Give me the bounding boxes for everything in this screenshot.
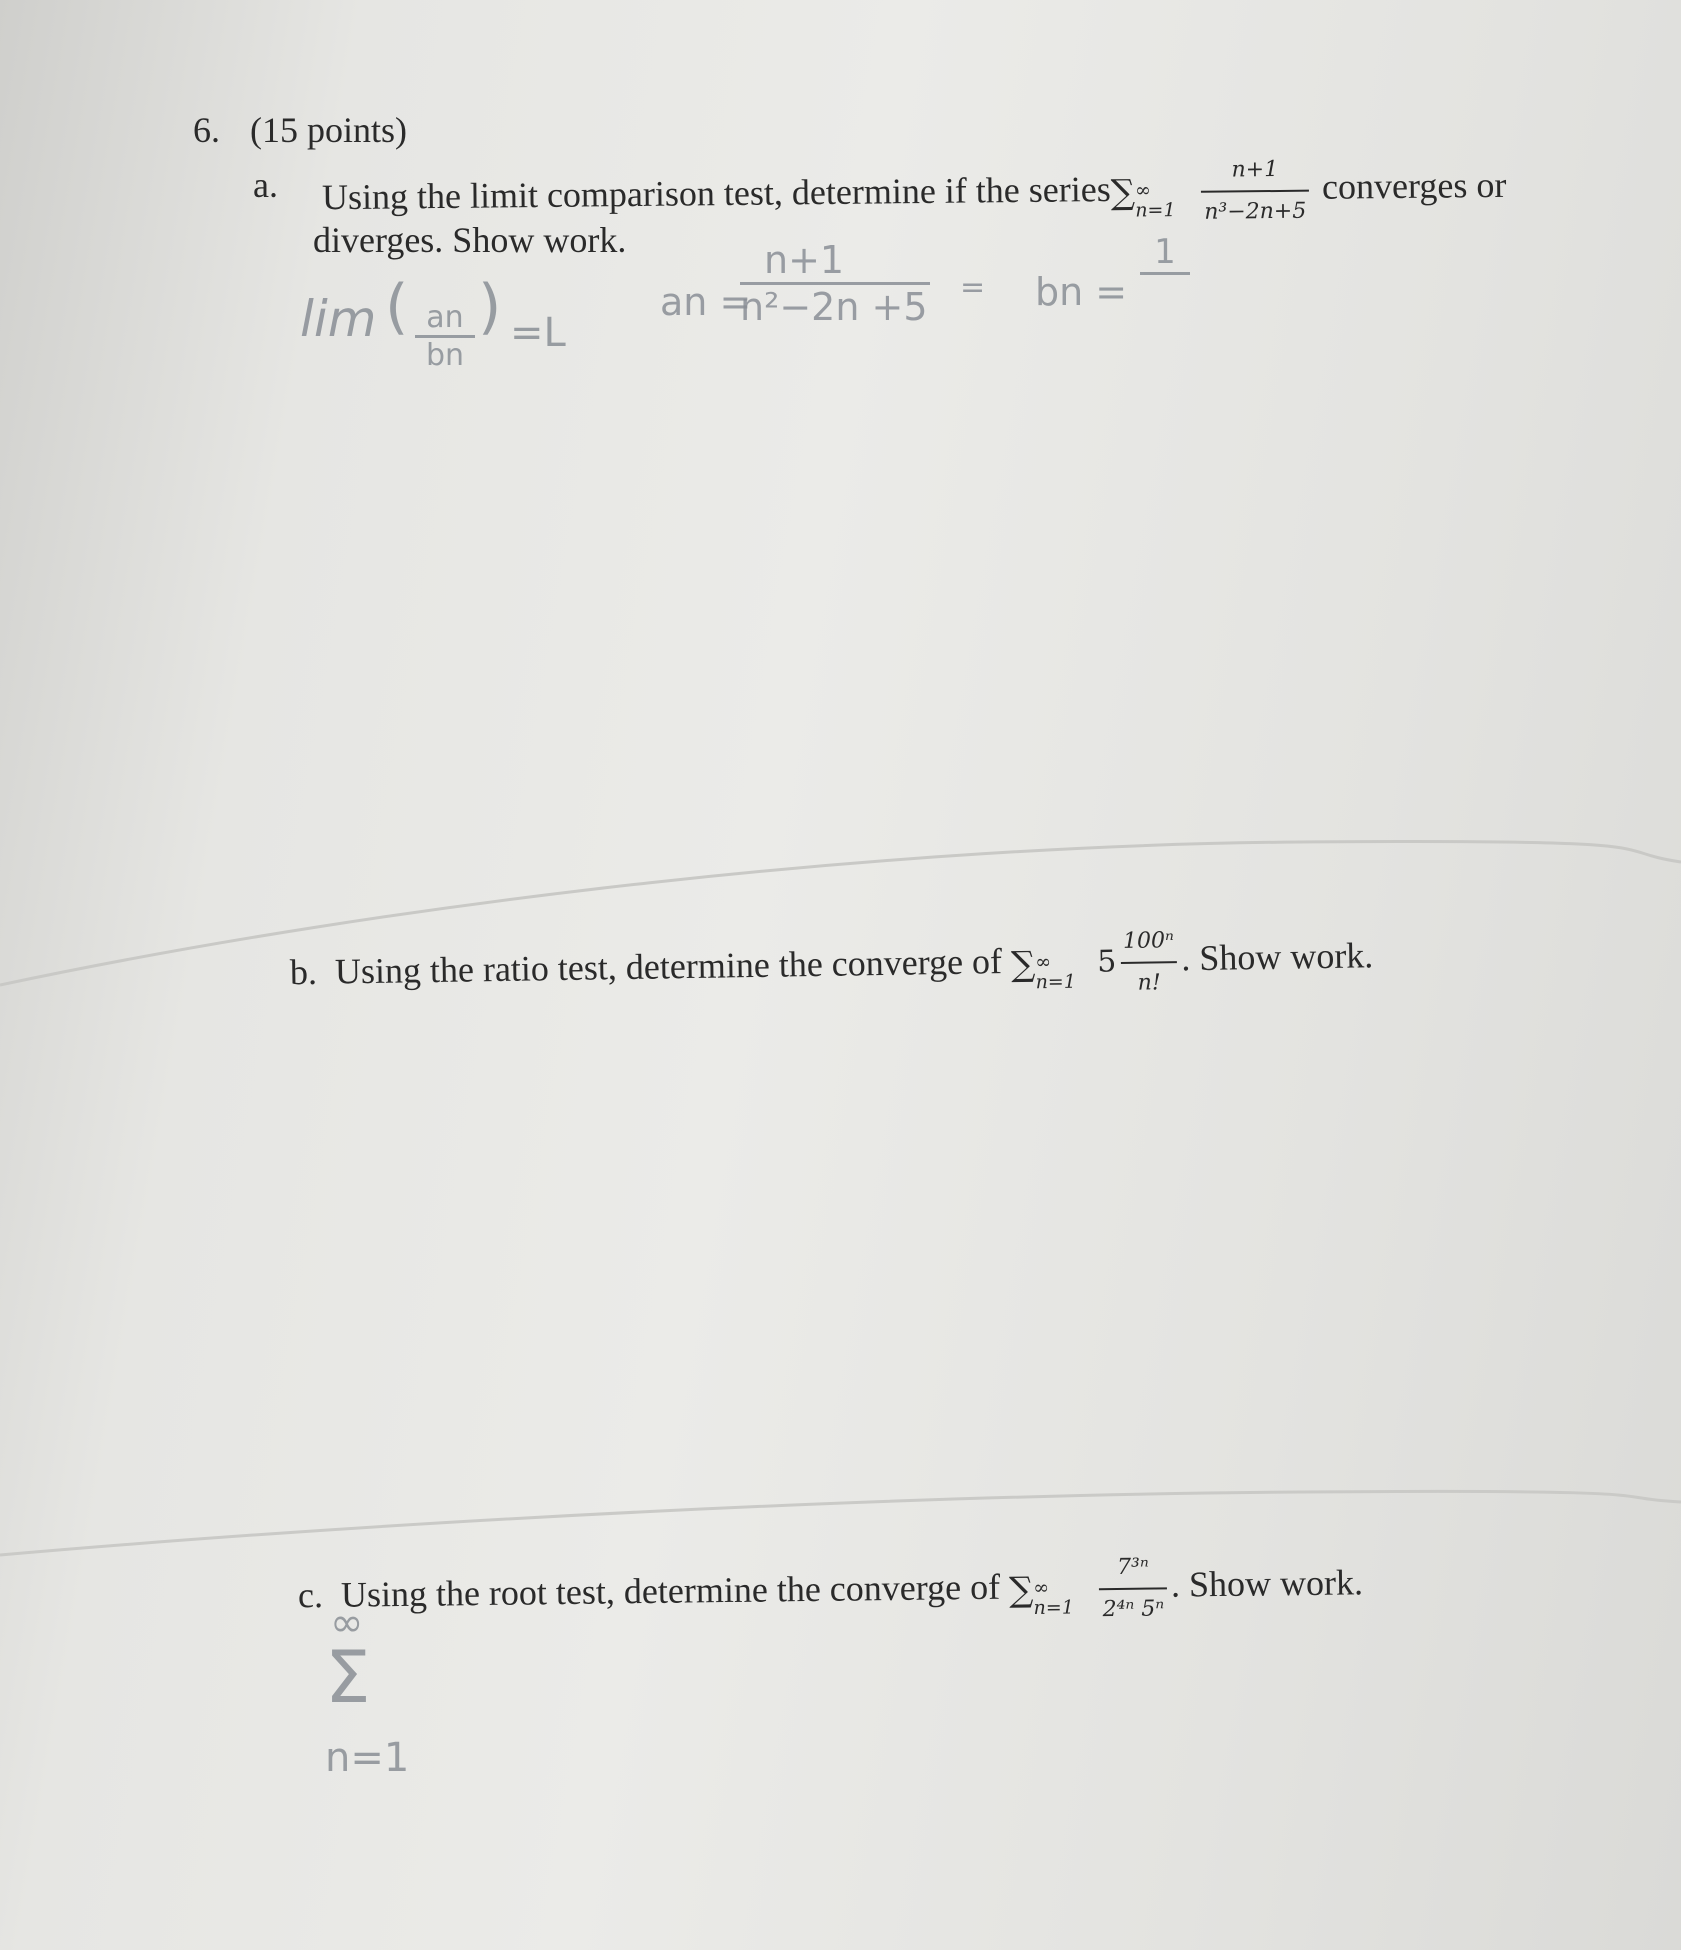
fraction-numerator: n+1 — [1231, 156, 1279, 183]
part-b-label: b. — [289, 951, 318, 993]
handwritten-an-numerator: n+1 — [764, 238, 845, 282]
handwritten-bn-bar — [1140, 272, 1190, 279]
handwritten-lim-denominator: bn — [415, 335, 475, 373]
handwritten-sum-upper: ∞ — [330, 1600, 364, 1646]
part-b-line — [289, 918, 1374, 1017]
part-c-label: c. — [297, 1574, 324, 1616]
handwritten-bn-label: bn = — [1035, 270, 1128, 314]
sum-upper: ∞ — [1033, 1576, 1050, 1600]
sum-lower: n=1 — [1135, 199, 1176, 222]
handwritten-an-denominator: n²−2n +5 — [740, 282, 930, 329]
handwritten-bn-fraction — [1140, 232, 1190, 279]
handwritten-lim-fraction — [415, 300, 475, 373]
fraction-denominator: n! — [1120, 961, 1178, 1004]
part-c-text-after: . Show work. — [1170, 1562, 1364, 1605]
part-a-text-before: Using the limit comparison test, determine if the series — [321, 169, 1111, 218]
sum-lower: n=1 — [1035, 970, 1077, 994]
part-a-text-after: converges or — [1321, 164, 1507, 207]
sum-symbol: ∑ — [1008, 1570, 1034, 1611]
part-a-label: a. — [253, 165, 278, 205]
fraction-denominator: 2⁴ⁿ 5ⁿ — [1099, 1587, 1167, 1630]
fraction-denominator: n³−2n+5 — [1201, 190, 1309, 233]
handwritten-sum-lower: n=1 — [325, 1735, 410, 1781]
handwritten-paren-close: ) — [478, 272, 502, 342]
sum-upper: ∞ — [1134, 179, 1151, 202]
part-c-line — [297, 1545, 1363, 1640]
handwritten-sum-symbol: Σ — [325, 1635, 371, 1719]
handwritten-an-fraction — [740, 238, 954, 329]
handwritten-lim: lim — [300, 290, 377, 348]
handwritten-an-label: an = — [660, 280, 752, 324]
series-fraction — [1201, 150, 1310, 233]
fraction-numerator: 7³ⁿ — [1116, 1554, 1149, 1580]
sum-limits — [1035, 941, 1098, 994]
handwritten-equals: = — [960, 270, 986, 305]
handwritten-lim-numerator: an — [426, 300, 464, 335]
question-points: (15 points) — [250, 110, 407, 150]
fraction-numerator: 100ⁿ — [1122, 928, 1175, 954]
sum-limits — [1134, 170, 1197, 222]
series-coefficient: 5 — [1097, 944, 1117, 980]
handwritten-bn-numerator: 1 — [1154, 232, 1176, 272]
part-a-line2: diverges. Show work. — [313, 220, 627, 260]
sum-symbol: ∑ — [1010, 944, 1036, 985]
sum-limits — [1033, 1567, 1096, 1620]
series-fraction — [1120, 921, 1178, 1004]
part-c-text-before: Using the root test, determine the converge of — [340, 1566, 1001, 1615]
part-b-text-before: Using the ratio test, determine the converge of — [334, 941, 1003, 992]
part-b-text-after: . Show work. — [1180, 935, 1374, 979]
series-fraction — [1099, 1547, 1168, 1630]
handwritten-paren-open: ( — [385, 272, 409, 342]
sum-upper: ∞ — [1035, 951, 1052, 974]
handwritten-equals-l: =L — [510, 310, 566, 356]
question-number: 6. — [193, 110, 220, 150]
sum-symbol: ∑ — [1110, 172, 1136, 213]
sum-lower: n=1 — [1033, 1596, 1074, 1620]
